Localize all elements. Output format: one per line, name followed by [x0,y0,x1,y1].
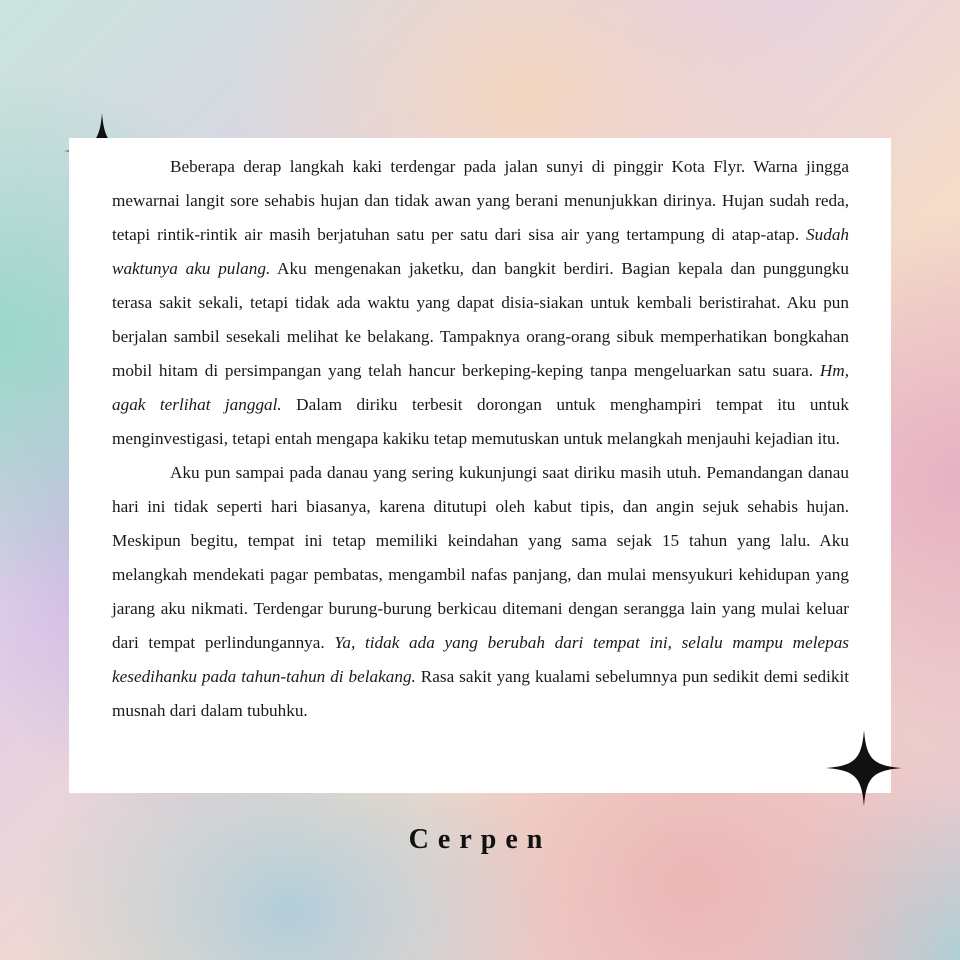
text-run: Dalam diriku terbesit dorongan untuk menghampiri tempat itu untuk menginvestigasi, tetapi entah mengapa kakiku tetap memutuskan untuk melangkah menjauhi kejadian itu. [112,395,849,448]
text-run: Rasa sakit yang kualami sebelumnya pun sedikit demi sedikit musnah dari dalam tubuhku. [112,667,849,720]
text-run: Aku pun sampai pada danau yang sering kukunjungi saat diriku masih utuh. Pemandangan danau hari ini tidak seperti hari biasanya, karena ditutupi oleh kabut tipis, dan angin sejuk sehabis hujan. Meskipun begitu, tempat ini tetap memiliki keindahan yang sama sejak 15 tahun yang lalu. Aku melangkah mendekati pagar pembatas, mengambil nafas panjang, dan mulai mensyukuri kehidupan yang jarang aku nikmati. Terdengar burung-burung berkicau ditemani dengan serangga lain yang mulai keluar dari tempat perlindungannya. [112,463,849,652]
story-text [112,150,849,728]
italic-thought: Sudah waktunya aku pulang. [112,225,849,278]
caption-title: Cerpen [408,824,552,855]
italic-thought: Hm, agak terlihat janggal. [112,361,849,414]
text-run: Aku mengenakan jaketku, dan bangkit berdiri. Bagian kepala dan punggungku terasa sakit sekali, tetapi tidak ada waktu yang dapat disia-siakan untuk kembali beristirahat. Aku pun berjalan sambil sesekali melihat ke belakang. Tampaknya orang-orang sibuk memperhatikan bongkahan mobil hitam di persimpangan yang telah hancur berkeping-keping tanpa mengeluarkan satu suara. [112,259,849,380]
text-run: Beberapa derap langkah kaki terdengar pada jalan sunyi di pinggir Kota Flyr. Warna jingga mewarnai langit sore sehabis hujan dan tidak awan yang berani menunjukkan dirinya. Hujan sudah reda, tetapi rintik-rintik air masih berjatuhan satu per satu dari sisa air yang tertampung di atap-atap. [112,157,849,244]
sparkle-star-icon-bottom-right [826,730,902,806]
paragraph-1 [112,150,849,456]
italic-thought: Ya, tidak ada yang berubah dari tempat ini, selalu mampu melepas kesedihanku pada tahun-tahun di belakang. [112,633,849,686]
story-page [69,138,891,793]
paragraph-2 [112,456,849,728]
